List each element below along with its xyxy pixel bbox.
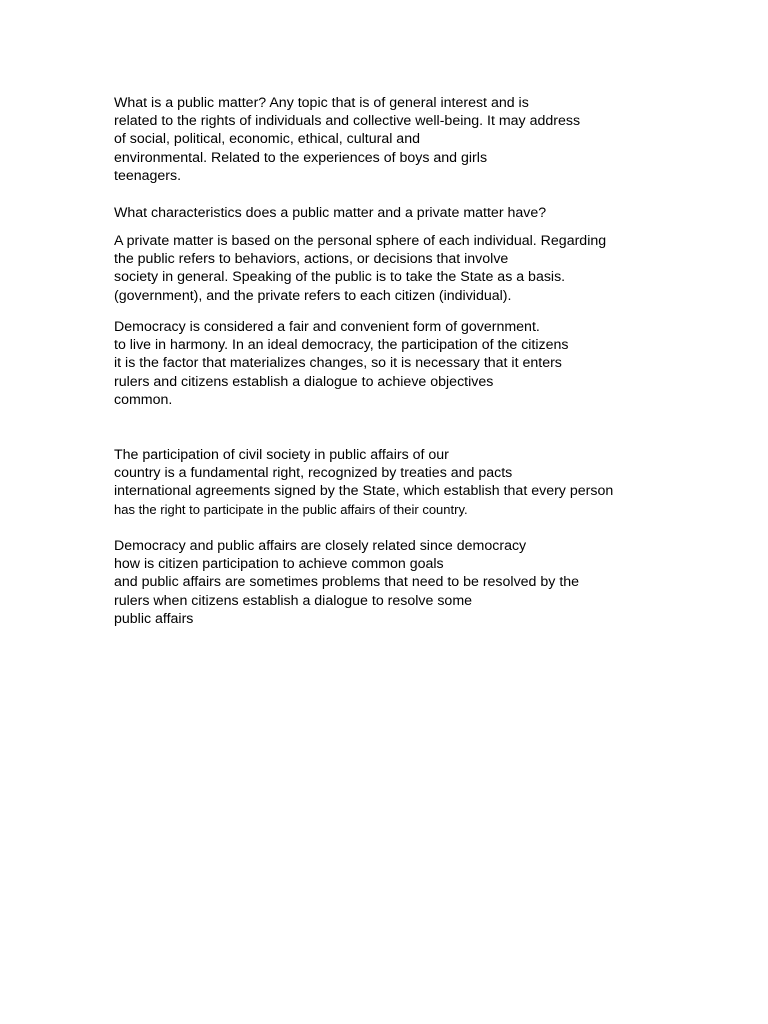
- text-line: of social, political, economic, ethical, cultural and: [114, 131, 420, 148]
- text-line: related to the rights of individuals and collective well-being. It may address: [114, 113, 581, 130]
- text-line: rulers and citizens establish a dialogue to achieve objectives: [114, 373, 494, 390]
- paragraph-private-matter: [114, 232, 754, 305]
- text-line: country is a fundamental right, recognized by treaties and pacts: [114, 465, 513, 482]
- text-line: A private matter is based on the personal sphere of each individual. Regarding: [114, 233, 607, 249]
- text-line: the public refers to behaviors, actions, or decisions that involve: [114, 251, 509, 268]
- text-line: rulers when citizens establish a dialogue to resolve some: [114, 592, 473, 609]
- paragraph-characteristics-question: [114, 204, 754, 222]
- text-line: common.: [114, 391, 173, 408]
- paragraph-civil-participation: [114, 446, 754, 519]
- text-line: society in general. Speaking of the public is to take the State as a basis.: [114, 269, 566, 286]
- text-line: it is the factor that materializes changes, so it is necessary that it enters: [114, 355, 562, 372]
- paragraph-democracy: [114, 318, 754, 409]
- paragraph-democracy-public-affairs: [114, 537, 754, 628]
- text-line: (government), and the private refers to each citizen (individual).: [114, 287, 512, 304]
- paragraph-public-matter-definition: [114, 94, 754, 185]
- text-line: public affairs: [114, 610, 194, 627]
- text-line: to live in harmony. In an ideal democracy, the participation of the citizens: [114, 337, 569, 354]
- text-line: What is a public matter? Any topic that is of general interest and is: [114, 95, 529, 111]
- text-line: how is citizen participation to achieve common goals: [114, 556, 444, 573]
- text-line: Democracy and public affairs are closely related since democracy: [114, 538, 527, 554]
- text-line: The participation of civil society in public affairs of our: [114, 447, 449, 463]
- text-line: international agreements signed by the State, which establish that every person: [114, 483, 614, 500]
- text-line: environmental. Related to the experiences of boys and girls: [114, 149, 488, 166]
- text-line: and public affairs are sometimes problems that need to be resolved by the: [114, 574, 580, 591]
- text-line: teenagers.: [114, 167, 182, 184]
- text-line: Democracy is considered a fair and convenient form of government.: [114, 319, 540, 335]
- text-line: What characteristics does a public matter and a private matter have?: [114, 205, 547, 221]
- text-line: has the right to participate in the public affairs of their country.: [114, 501, 468, 517]
